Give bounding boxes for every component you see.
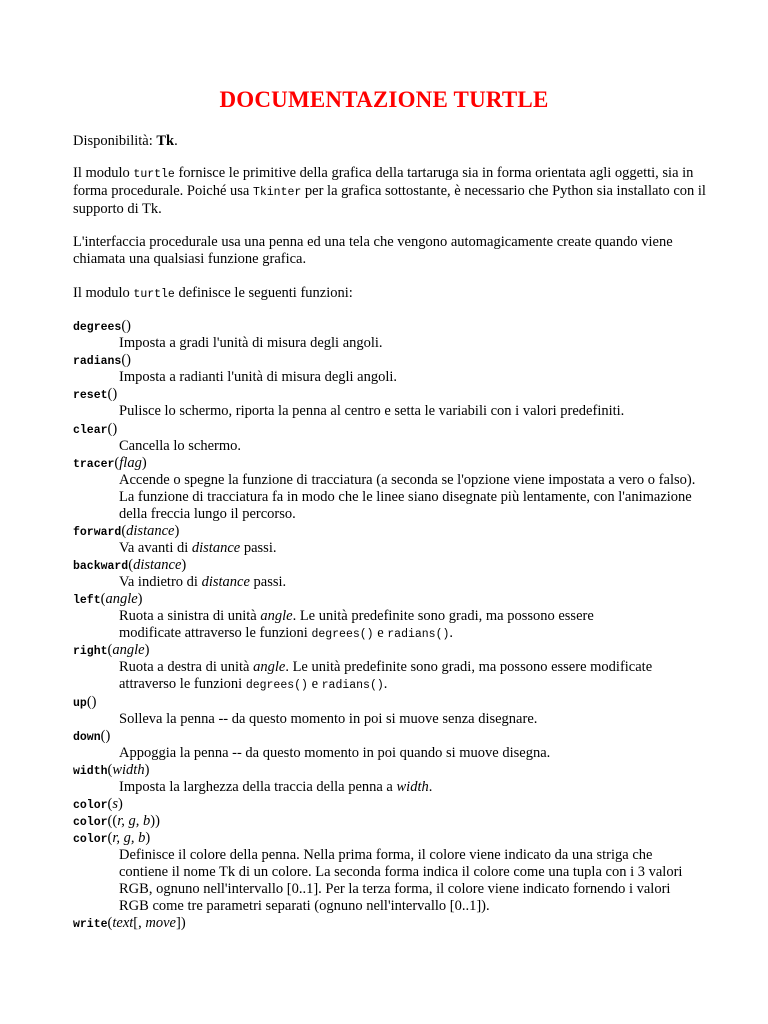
function-signature-write: write(text[, move]) xyxy=(73,915,186,931)
function-description-clear: Cancella lo schermo. xyxy=(119,438,241,454)
function-signature-up: up() xyxy=(73,694,97,710)
function-description-degrees: Imposta a gradi l'unità di misura degli angoli. xyxy=(119,335,383,351)
function-name: tracer xyxy=(73,458,115,471)
function-argument: r, g, b xyxy=(117,813,151,829)
function-name: clear xyxy=(73,424,108,437)
function-description-backward: Va indietro di distance passi. xyxy=(119,574,287,590)
function-signature-color-string: color(s) xyxy=(73,796,123,812)
inline-code: Tkinter xyxy=(252,186,302,199)
function-description-left: Ruota a sinistra di unità angle. Le unità predefinite sono gradi, ma possono essere modificate attraverso le funzioni degrees() e radians(). xyxy=(119,608,594,641)
function-argument: move xyxy=(145,915,176,931)
intro-paragraph-3: Il modulo turtle definisce le seguenti funzioni: xyxy=(73,285,353,301)
function-name: color xyxy=(73,816,108,829)
function-signature-degrees: degrees() xyxy=(73,318,131,334)
function-argument: s xyxy=(112,796,119,812)
inline-code: radians() xyxy=(321,679,384,692)
intro-paragraph-2: L'interfaccia procedurale usa una penna ed una tela che vengono automagicamente create quando viene chiamata una qualsiasi funzione grafica. xyxy=(73,234,673,267)
function-name: color xyxy=(73,799,108,812)
function-argument: angle xyxy=(105,591,138,607)
function-signature-tracer: tracer(flag) xyxy=(73,455,147,471)
function-signature-right: right(angle) xyxy=(73,642,150,658)
function-name: width xyxy=(73,765,108,778)
inline-code: radians() xyxy=(387,628,450,641)
function-description-up: Solleva la penna -- da questo momento in poi si muove senza disegnare. xyxy=(119,711,538,727)
function-description-down: Appoggia la penna -- da questo momento in poi quando si muove disegna. xyxy=(119,745,551,761)
function-signature-color-rgb: color(r, g, b) xyxy=(73,830,151,846)
function-name: right xyxy=(73,645,108,658)
availability-label: Disponibilità: xyxy=(73,133,157,149)
function-name: down xyxy=(73,731,101,744)
function-signature-width: width(width) xyxy=(73,762,150,778)
function-signature-forward: forward(distance) xyxy=(73,523,180,539)
page-title: DOCUMENTAZIONE TURTLE xyxy=(219,87,549,112)
function-description-reset: Pulisce lo schermo, riporta la penna al centro e setta le variabili con i valori predefiniti. xyxy=(119,403,625,419)
availability-line: Disponibilità: Tk. xyxy=(73,133,178,149)
function-name: radians xyxy=(73,355,122,368)
availability-value: Tk xyxy=(156,133,175,149)
function-description-tracer: Accende o spegne la funzione di tracciatura (a seconda se l'opzione viene impostata a vero o falso). La funzione di tracciatura fa in modo che le linee siano disegnate più lentamente, con l'animazione della freccia lungo il percorso. xyxy=(119,472,696,522)
function-signature-backward: backward(distance) xyxy=(73,557,187,573)
function-signature-left: left(angle) xyxy=(73,591,143,607)
function-description-width: Imposta la larghezza della traccia della penna a width. xyxy=(119,779,433,795)
function-argument: angle xyxy=(112,642,145,658)
inline-code: turtle xyxy=(133,168,175,181)
function-argument: distance xyxy=(126,523,175,539)
function-signature-reset: reset() xyxy=(73,386,118,402)
function-description-radians: Imposta a radianti l'unità di misura degli angoli. xyxy=(119,369,398,385)
function-name: up xyxy=(73,697,87,710)
function-argument: flag xyxy=(119,455,142,471)
function-name: forward xyxy=(73,526,122,539)
inline-code: degrees() xyxy=(311,628,374,641)
function-description-right: Ruota a destra di unità angle. Le unità predefinite sono gradi, ma possono essere modificate attraverso le funzioni degrees() e radians(). xyxy=(119,659,653,692)
intro-paragraph-1: Il modulo turtle fornisce le primitive della grafica della tartaruga sia in forma orientata agli oggetti, sia in forma procedurale. Poiché usa Tkinter per la grafica sottostante, è necessario che Python sia installato con il supporto di Tk. xyxy=(73,165,706,217)
function-name: color xyxy=(73,833,108,846)
function-name: degrees xyxy=(73,321,122,334)
function-argument: text xyxy=(112,915,134,931)
function-name: reset xyxy=(73,389,108,402)
inline-code: degrees() xyxy=(245,679,308,692)
function-argument: width xyxy=(112,762,145,778)
function-argument: r, g, b xyxy=(112,830,146,846)
function-signature-radians: radians() xyxy=(73,352,131,368)
inline-code: turtle xyxy=(133,288,175,301)
function-description-color: Definisce il colore della penna. Nella prima forma, il colore viene indicato da una striga che contiene il nome Tk di un colore. La seconda forma indica il colore come una tupla con i 3 valori RGB, ognuno nell'intervallo [0..1]. Per la terza forma, il colore viene indicato fornendo i valori RGB come tre parametri separati (ognuno nell'intervallo [0..1]). xyxy=(119,847,683,914)
function-signature-down: down() xyxy=(73,728,111,744)
function-name: backward xyxy=(73,560,129,573)
function-argument: distance xyxy=(133,557,182,573)
function-description-forward: Va avanti di distance passi. xyxy=(119,540,277,556)
function-name: left xyxy=(73,594,101,607)
function-signature-color-tuple: color((r, g, b)) xyxy=(73,813,160,829)
function-signature-clear: clear() xyxy=(73,421,118,437)
function-name: write xyxy=(73,918,108,931)
